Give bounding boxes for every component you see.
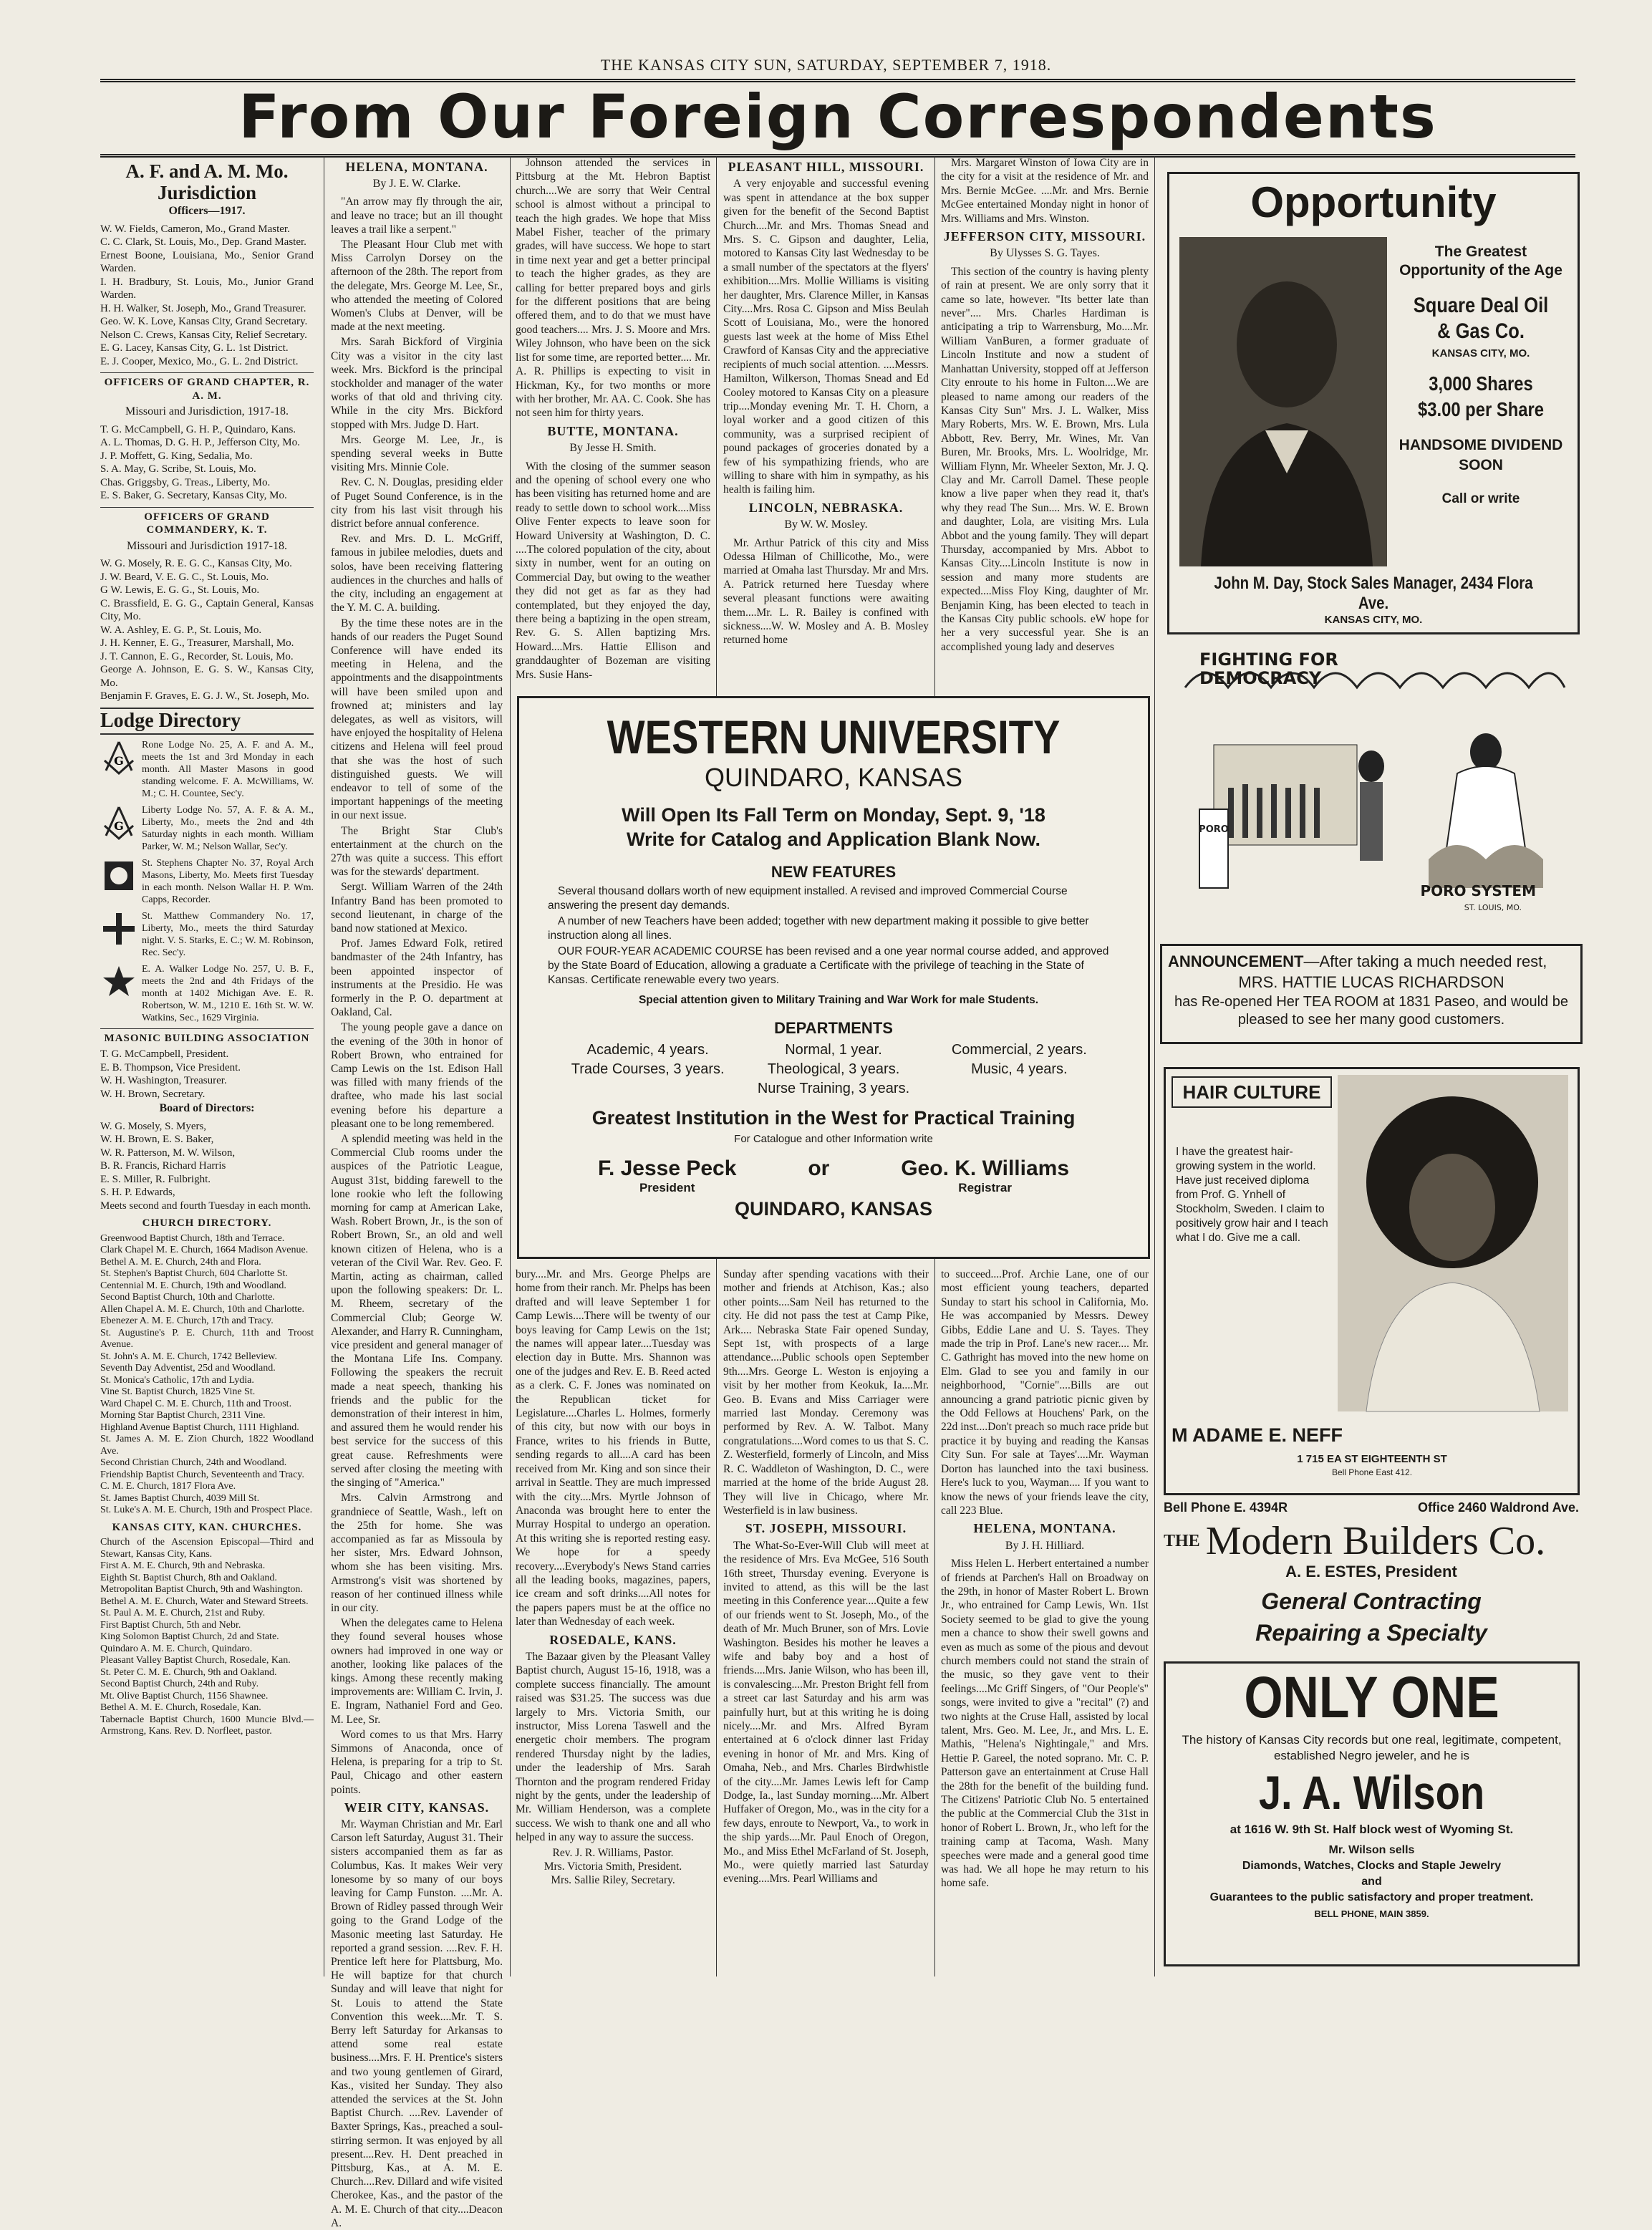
wilson-jeweler-ad — [1164, 1661, 1580, 1966]
column-jefferson-city — [941, 156, 1149, 692]
list-item: J. T. Cannon, E. G., Recorder, St. Louis, Mo. — [100, 650, 294, 662]
ad-term-opening: Will Open Its Fall Term on Monday, Sept. 9, '18 — [622, 804, 1045, 826]
article-paragraph: Rev. C. N. Douglas, presiding elder of Puget Sound Conference, is in the city from his last visit through his district before annual conference. — [331, 476, 503, 531]
article-paragraph: Mr. Arthur Patrick of this city and Miss Odessa Hilman of Chillicothe, Mo., were married at Omaha last Thursday. Mr and Mrs. A. Patrick returned here Tuesday where several pleasant functions were awaiting them....Mr. L. R. Bailey is confined with sickness....W. W. Mosley and A. B. Mosley returned home — [723, 536, 929, 647]
article-paragraph: This section of the country is having plenty of rain at present. We are only sorry that it came so late, however. "Its better late than never".... Mrs. Charles Hardiman is anticipating a trip to Warrensburg, Mo....Mr. William VanBuren, a former graduate of Lincoln Institute and now a student of Manhattan University, stopped off at Jefferson City enroute to his home in Fulton....We are pleased to name among our readers of the Kansas City Sun" Mrs. J. L. Walker, Miss Mary Roberts, Mrs. W. E. Brown, Mrs. Lula Abbott, Rev. Berry, Mr. Wines, Mr. Van Buren, Mr. Brooks, Mrs. L. Woolridge, Mr. William Flynn, Mr. Wheeler Sexton, Mr. J. Q. Clay and Mr. Carroll Damel. These people know a live paper when they read it, that's why they read The Sun.... Mrs. W. E. Brown and daughter, Lola, are visiting Mrs. Lula Abbot and the young family. They will depart Thursday, accompanied by Mrs. Abbot to Kansas City....Lincoln Institute is now in session and many more students are expected....Miss Floy King, daughter of Mr. Benjamin King, has been elected to teach in the Kansas City public schools. eW hope for her a very successful year. She is an accomplished young lady and deserves — [941, 265, 1149, 653]
article-paragraph: Rev. and Mrs. D. L. McGriff, famous in jubilee melodies, duets and solos, have been receiving flattering audiences in the churches and halls of the city, including an engagement at the Y. M. C. A. building. — [331, 533, 503, 614]
wilson-and: and — [1361, 1876, 1382, 1888]
list-item: Benjamin F. Graves, E. G. J. W., St. Joseph, Mo. — [100, 690, 309, 702]
article-paragraph: The Bazaar given by the Pleasant Valley Baptist church, August 15-16, 1918, was a complete success financially. The amount raised was $31.25. The success was due largely to Mrs. Victoria Smith, our instructor, Miss Lorena Taswell and the energetic choir members. The program rendered Thursday night by the ladies, under the leadership of Mrs. Sarah Thornton and the program rendered Friday night by the gents, under the leadership of Mr. William Henderson, was a complete success. We wish to thank one and all who helped in any way to assure the success. — [516, 1650, 710, 1844]
builders-name: Modern Builders Co. — [1205, 1519, 1546, 1563]
list-item: W. R. Patterson, M. W. Wilson, — [100, 1147, 236, 1159]
keystone-emblem-icon — [100, 857, 137, 894]
list-item: Morning Star Baptist Church, 2311 Vine. — [100, 1410, 266, 1421]
lodge-entry — [100, 804, 314, 853]
list-item: St. John's A. M. E. Church, 1742 Belleview. — [100, 1351, 277, 1362]
department-item: Normal, 1 year. — [785, 1042, 882, 1058]
list-item: W. H. Washington, Treasurer. — [100, 1075, 227, 1086]
list-item: W. G. Mosely, R. E. G. C., Kansas City, Mo. — [100, 558, 292, 569]
departments-grid — [519, 1038, 1148, 1099]
wilson-phone: BELL PHONE, MAIN 3859. — [1314, 1908, 1429, 1919]
list-item: B. R. Francis, Richard Harris — [100, 1160, 226, 1172]
opportunity-body — [1169, 231, 1578, 566]
list-item: St. Monica's Catholic, 17th and Lydia. — [100, 1374, 254, 1386]
list-item: T. G. McCampbell, G. H. P., Quindaro, Kans. — [100, 423, 296, 435]
proprietor-address: 1 715 EA ST EIGHTEENTH ST — [1297, 1453, 1447, 1465]
list-item: E. J. Cooper, Mexico, Mo., G. L. 2nd District. — [100, 355, 299, 367]
article-paragraph: Miss Helen L. Herbert entertained a number of friends at Parchen's Hall on Broadway on the 29th, in honor of Master Robert L. Brown Jr., who entrained for Camp Lewis, Wn. 1Ist Society seemed to be glad to give the young men a chance to show their swell gowns and even as much as some of the pious and devout church members could not stand the strain of the music, so they gave vent to their feelings....Mc Griff Singers, of "Our People's" songs, were invited to give a "recital" (?) and two nights at the Cruse Hall, assisted by local talent, Mrs. Geo. M. Lee, Jr., and Mrs. L. E. Mathis, "Helena's Nightingale," and Mrs. Hettie P. Gareel, the noted soprano. Mr. C. P. Patterson gave an entertainment at Cruse Hall the 28th for the benefit of the building fund. The Citizens' Patriotic Club No. 5 entertained the public at the Commercial Club the 31st in honor of Robert L. Brown, Jr., who left for the training camp at Tacoma, Wash. Many speeches were made and a general good time was had. We all hope he may return to his home safe. — [941, 1558, 1149, 1890]
wilson-guarantee: Guarantees to the public satisfactory and proper treatment. — [1209, 1891, 1534, 1903]
article-paragraph: Mrs. Sarah Bickford of Virginia City was a visitor in the city last week. Mrs. Bickford is the principal stockholder and manager of the water works of that old and thriving city. While in the city Mrs. Bickford stopped with Mrs. Judge D. Hart. — [331, 336, 503, 431]
feature-paragraph: OUR FOUR-YEAR ACADEMIC COURSE has been revised and a one year normal course added, and approved by the State Board of Education, allowing a graduate a Certificate with the privilege of teaching in the State of Kansas. Certificate renewable every two years. — [548, 945, 1109, 986]
western-university-ad — [517, 696, 1150, 1259]
department-item: Trade Courses, 3 years. — [571, 1061, 725, 1077]
list-item: Clark Chapel M. E. Church, 1664 Madison Avenue. — [100, 1245, 309, 1255]
article-paragraph: to succeed....Prof. Archie Lane, one of our most efficient young teachers, departed Sunday to start his school in California, Mo. He was accompanied by Messrs. Dewey Gibbs, Eddie Lane and U. S. Tayes. They made the trip in Prof. Lane's new racer.... Mr. C. Gathright has moved into the new home on Elm. Glad to see you and family in our neighborhood, "Cornie"....Bills are out announcing a grand patriotic picnic given by the Odd Fellows at Houchens' Park, on the 22d inst....Don't preach so much race pride but practice it by buying and reading the Kansas City Sun. For sale at Tayes'....Mr. Wayman Dorton has launched into the taxi business. Here's luck to you, Wayman.... If you want to know the news of your friends leave the city, call 223 Blue. — [941, 1268, 1149, 1517]
article-paragraph: Prof. James Edward Folk, retired bandmaster of the 24th Infantry, has been appointed inspector of instruments at the Presidio. He was formerly in the P. O. department at Oakland, Cal. — [331, 937, 503, 1019]
list-item: Eighth St. Baptist Church, 8th and Oakland. — [100, 1572, 277, 1583]
article-paragraph: Mrs. Calvin Armstrong and grandniece of Seattle, Wash., left on the 25th for home. She was accompanied as far as Missoula by her sister, Mrs. Edward Johnson, whom she has been visiting. Mrs. Armstrong's visit was shortened by reason of her continued illness while in our city. — [331, 1492, 503, 1614]
article-paragraph: bury....Mr. and Mrs. George Phelps are home from their ranch. Mr. Phelps has been drafted and will leave September 1 for Camp Lewis....There will be twenty of our boys leaving for Camp Lewis on the 1st; the names will appear later....Tuesday was election day in Butte. Mrs. Shannon was one of the judges and Rev. E. B. Reed acted as a clerk. C. F. Jones was nominated on the Republican ticket for Legislature....Charles L. Holmes, formerly of this city, but now with our boys in France, writes to his friends in Butte, sending regards to all....A card has been received from Mr. King and son since their arrival in Seattle. They are much impressed with the city....Mrs. Myrtle Johnson of Anaconda was brought here to enter the Murray Hospital to undergo an operation. At this writing she is reported resting easy. We hope for a speedy recovery....Everybody's News Stand carries all the leading books, magazines, papers, ice cream and soft drinks....All notes for the papers papers must be at the office no later than Wednesday of each week. — [516, 1268, 710, 1628]
list-item: W. A. Ashley, E. G. P., St. Louis, Mo. — [100, 624, 262, 636]
feature-paragraph: Several thousand dollars worth of new equipment installed. A revised and improved Commercial Course answering the present day demands. — [548, 885, 1068, 912]
article-paragraph: "An arrow may fly through the air, and leave no trace; but an ill thought leaves a trail like a serpent." — [331, 196, 503, 236]
page-banner: From Our Foreign Correspondents — [100, 79, 1575, 158]
contacts-row — [519, 1157, 1148, 1195]
column-rule — [510, 156, 511, 1976]
list-item: George A. Johnson, E. G. S. W., Kansas City, Mo. — [100, 664, 314, 689]
ad-tagline: The Greatest Opportunity of the Age — [1399, 243, 1562, 279]
builders-president: A. E. ESTES, President — [1285, 1563, 1457, 1580]
list-item: St. Stephen's Baptist Church, 604 Charlotte St. — [100, 1268, 288, 1279]
article-paragraph: Sunday after spending vacations with their mother and friends at Atchison, Kas.; also other points....Sam Neil has returned to the city. He did not pass the test at Camp Pike, Ark.... Nebraska State Fair opened Sunday, Sept 1st, with prospects of a large attendance....Public schools open September 9th....Mrs. George L. Weston is enjoying a visit by her mother from Keokuk, Ia....Mr. Geo. B. Evans and Miss Carriager were married last Monday. Ceremony was performed by Rev. A. W. Talbot. Many congratulations....Word comes to us that S. C. Z. Westerfield, formerly of Lincoln, and Miss R. C. Waddleton of Washington, D. C., were married at the home of the bride August 28. They will live in Chicago, where Mr. Westerfield is in law business. — [723, 1268, 929, 1517]
column-helena — [331, 156, 503, 2229]
ad-title: HAIR CULTURE — [1172, 1076, 1332, 1108]
list-item: Centennial M. E. Church, 19th and Woodland. — [100, 1280, 286, 1291]
list-item: Bethel A. M. E. Church, Water and Steward Streets. — [100, 1596, 309, 1607]
lodge-entry — [100, 963, 314, 1024]
article-paragraph: A very enjoyable and successful evening was spent in attendance at the box supper given for the benefit of the Second Baptist Church....Mr. and Mrs. Thomas Snead and Mrs. S. C. Gipson and daughter, Lelia, motored to Kansas City last Wednesday to be a small number of the spectators at the flyers' exhibition....Mrs. Mollie Williams is visiting her daughter, Mrs. Clarence Miller, in Kansas City....Mrs. Rosa C. Gipson and Miss Beulah Scott of Louisiana, Mo., were the honored guests last week at the home of Miss Ethel Crawford of Kansas City and the appreciative recipients of much social attention. ....Messrs. Hamilton, Wilkerson, Thomas Snead and Ed Cooley motored to Kansas City on a pleasure trip....Monday evening Mr. T. H. Chorn, a loyal worker and a good citizen of this community, was a surprised recipient of pound packages of groceries donated by a few of his sympathizing friends, who are willing to share with him in sympathy, as his health is failing him. — [723, 178, 929, 496]
contact-president — [598, 1157, 737, 1195]
article-heading: HELENA, MONTANA. — [345, 160, 488, 174]
list-item: E. S. Miller, R. Fulbright. — [100, 1173, 211, 1185]
lodge-text: Rone Lodge No. 25, A. F. and A. M., meets the 1st and 3rd Monday in each month. All Master Masons in good standing welcome. F. A. McWilliams, W. M.; C. H. Countee, Sec'y. — [142, 739, 314, 799]
proprietor-name: M ADAME E. NEFF — [1172, 1424, 1343, 1446]
article-heading: ST. JOSEPH, MISSOURI. — [745, 1521, 907, 1536]
contact-registrar — [901, 1157, 1069, 1195]
svg-text:G: G — [114, 819, 124, 833]
department-item: Commercial, 2 years. — [951, 1042, 1087, 1058]
dividend-line: HANDSOME DIVIDEND SOON — [1399, 437, 1563, 473]
list-item: Ebenezer A. M. E. Church, 17th and Tracy. — [100, 1316, 274, 1326]
contact-or: or — [808, 1157, 830, 1180]
svg-text:G: G — [114, 753, 124, 768]
chapter-heading: OFFICERS OF GRAND CHAPTER, R. A. M. — [100, 372, 314, 402]
list-item: St. Augustine's P. E. Church, 11th and Troost Avenue. — [100, 1327, 314, 1350]
proprietor-phone: Bell Phone East 412. — [1331, 1467, 1413, 1477]
call-line: Call or write — [1441, 491, 1520, 506]
list-item: E. S. Baker, G. Secretary, Kansas City, Mo. — [100, 490, 287, 501]
contact-role: Registrar — [958, 1181, 1012, 1194]
list-item: St. Peter C. M. E. Church, 9th and Oakland. — [100, 1666, 277, 1678]
directors-list — [100, 1120, 314, 1200]
ad-title: Opportunity — [1250, 178, 1497, 226]
announcement-head: ANNOUNCEMENT — [1168, 952, 1304, 970]
builders-contact-row — [1164, 1500, 1579, 1515]
article-heading: LINCOLN, NEBRASKA. — [748, 500, 904, 515]
department-item: Academic, 4 years. — [586, 1042, 709, 1058]
feature-paragraph: A number of new Teachers have been added; together with new department making it possible to give better instruction along all lines. — [548, 915, 1089, 942]
article-paragraph: The What-So-Ever-Will Club will meet at the residence of Mrs. Eva McGee, 516 South 16th street, Thursday evening. Everyone is invited to attend, as this will be the last meeting in this Conference year....Quite a few of our friends went to St. Joseph, Mo., of the death of Mr. Much Bruner, son of Mrs. Lovie Washington. Besides his mother he leaves a wife and baby boy and a host of friends....Mrs. Janie Wilson, who has been ill, is convalescing....Mr. Preston Bright fell from a street car last Saturday and his arm was painfully hurt, but at this writing he is doing nicely....Mr. and Mrs. Alfred Byram entertained at 6 o'clock dinner last Friday evening in honor of Mr. and Mrs. King of Omaha, Neb., and Mrs. Charles Birdwhistle of the city....Mr. James Lewis left for Camp Dodge, Ia., last Sunday morning....Mr. Albert Huffaker of Oregon, Mo., was in the city for a few days, enroute to Newport, Va., to work in the ship yards....Mr. Paul Enoch of Oregon, Mo., and Miss Ethel McFarland of St. Joseph, Mo., were quietly married last Saturday evening....Mrs. Pearl Williams and — [723, 1539, 929, 1886]
list-item: Pleasant Valley Baptist Church, Rosedale, Kan. — [100, 1655, 291, 1666]
signature: Rev. J. R. Williams, Pastor. — [552, 1846, 674, 1859]
list-item: T. G. McCampbell, President. — [100, 1048, 229, 1060]
list-item: Bethel A. M. E. Church, Rosedale, Kan. — [100, 1702, 261, 1713]
list-item: E. G. Lacey, Kansas City, G. L. 1st District. — [100, 342, 289, 354]
list-item: Bethel A. M. E. Church, 24th and Flora. — [100, 1256, 261, 1268]
chapter-subheading: Missouri and Jurisdiction, 1917-18. — [125, 405, 289, 417]
list-item: St. James Baptist Church, 4039 Mill St. — [100, 1492, 260, 1504]
list-item: A. L. Thomas, D. G. H. P., Jefferson City, Mo. — [100, 437, 300, 448]
list-item: Seventh Day Adventist, 25d and Woodland. — [100, 1363, 276, 1374]
announcement-name: MRS. HATTIE LUCAS RICHARDSON — [1238, 973, 1504, 991]
commandery-list — [100, 557, 314, 703]
church-list — [100, 1233, 314, 1517]
list-item: Vine St. Baptist Church, 1825 Vine St. — [100, 1386, 256, 1397]
chapter-list — [100, 423, 314, 503]
poro-system-label: PORO SYSTEM — [1420, 882, 1536, 899]
poro-city: ST. LOUIS, MO. — [1464, 903, 1522, 912]
directors-heading: Board of Directors: — [159, 1102, 255, 1114]
article-paragraph: When the delegates came to Helena they found several houses whose owners had improved in one way or another, looking like palaces of the kings. Among these recently making improvements are: William C. Irvin, J. E. Ingram, Nathaniel Ford and Geo. M. Lee, Sr. — [331, 1617, 503, 1726]
list-item: E. B. Thompson, Vice President. — [100, 1061, 241, 1073]
column-masonic — [100, 156, 314, 1976]
article-byline: By Ulysses S. G. Tayes. — [990, 247, 1100, 260]
meeting-note: Meets second and fourth Tuesday in each month. — [100, 1200, 311, 1212]
association-heading: MASONIC BUILDING ASSOCIATION — [100, 1028, 314, 1046]
masonic-emblem-icon — [100, 804, 137, 841]
list-item: Second Baptist Church, 10th and Charlotte. — [100, 1292, 275, 1303]
officers-list — [100, 223, 314, 369]
article-paragraph: The Pleasant Hour Club met with Miss Carrolyn Dorsey on the afternoon of the 28th. The report from the delegate, Mrs. George M. Lee, Sr., who attended the meeting of Colored Women's Clubs at Denver, will be made at the next meeting. — [331, 238, 503, 334]
list-item: S. A. May, G. Scribe, St. Louis, Mo. — [100, 463, 256, 475]
poro-title: FIGHTING FOR DEMOCRACY — [1199, 650, 1338, 688]
list-item: Metropolitan Baptist Church, 9th and Washington. — [100, 1584, 303, 1595]
column-butte-top — [516, 156, 710, 692]
list-item: Tabernacle Baptist Church, 1600 Muncie Blvd.—Armstrong, Kans. Rev. D. Norfleet, pastor. — [100, 1714, 314, 1737]
article-paragraph: Mrs. George M. Lee, Jr., is spending several weeks in Butte visiting Mrs. Minnie Cole. — [331, 433, 503, 474]
article-byline: By J. E. W. Clarke. — [372, 178, 461, 190]
kck-church-list — [100, 1537, 314, 1738]
article-heading: BUTTE, MONTANA. — [547, 423, 679, 438]
list-item: C. M. E. Church, 1817 Flora Ave. — [100, 1481, 236, 1492]
ad-title: ONLY ONE — [1244, 1665, 1499, 1730]
article-heading: JEFFERSON CITY, MISSOURI. — [943, 229, 1146, 244]
masonic-emblem-icon — [100, 739, 137, 776]
lodge-directory-title: Lodge Directory — [100, 708, 314, 735]
contact-role: President — [639, 1181, 695, 1194]
builders-the: THE — [1164, 1531, 1200, 1550]
article-heading: ROSEDALE, KANS. — [549, 1632, 677, 1647]
features-heading: NEW FEATURES — [771, 863, 897, 881]
article-paragraph: Mrs. Margaret Winston of Iowa City are in the city for a visit at the residence of Mr. and Mrs. Bernie McGee. ....Mr. and Mrs. Bernie McGee entertained Monday night in honor of Mrs. Williams and Mrs. Winston. — [941, 157, 1149, 225]
column-rule — [1154, 156, 1155, 1976]
builders-line2: Repairing a Specialty — [1255, 1620, 1487, 1646]
officers-heading: Officers—1917. — [168, 205, 246, 217]
list-item: W. G. Mosely, S. Myers, — [100, 1120, 207, 1132]
lodge-text: E. A. Walker Lodge No. 257, U. B. F., meets the 2nd and 4th Fridays of the month at 1402 Michigan Ave. E. R. Robertson, W. M., 1210 E. 16th St. W. W. Watkins, Sec., 1629 Virginia. — [142, 963, 314, 1023]
list-item: Allen Chapel A. M. E. Church, 10th and Charlotte. — [100, 1303, 305, 1315]
article-paragraph: Word comes to us that Mrs. Harry Simmons of Anaconda, once of Helena, is preparing for a trip to St. Paul, Chicago and other eastern points. — [331, 1728, 503, 1796]
opportunity-text — [1387, 237, 1568, 566]
lodge-entry — [100, 857, 314, 906]
list-item: J. W. Beard, V. E. G. C., St. Louis, Mo. — [100, 571, 269, 583]
list-item: Mt. Olive Baptist Church, 1156 Shawnee. — [100, 1690, 269, 1702]
wilson-name: J. A. Wilson — [1258, 1766, 1485, 1819]
ad-footer: QUINDARO, KANSAS — [734, 1198, 932, 1220]
ad-location: QUINDARO, KANSAS — [704, 763, 963, 792]
contact-name: F. Jesse Peck — [597, 1157, 737, 1180]
list-item: Quindaro A. M. E. Church, Quindaro. — [100, 1643, 253, 1654]
article-paragraph: A splendid meeting was held in the Commercial Club rooms under the auspices of the Patriotic League, August 31st, bidding farewell to the lone rookie who left the following morning for camp at American Lake, Wash. Robert Brown, Jr., is the son of Robert Brown, Sr., an old and well known citizen of Helena, who is a veteran of the Civil War. Rev. Geo. F. Martin, acting as chairman, called upon the following speakers: Dr. L. M. Rheem, secretary of the Commercial Club; George W. Alexander, and Harry R. Cunningham, vice president and general manager of the Montana Life Ins. Company. Following the speakers the recruit made a neat speech, thanking his friends and the public for the demonstration of their interest in him, and assured them he would render his best service for the success of this great cause. Refreshments were served after closing the meeting with the singing of "America." — [331, 1133, 503, 1490]
announcement-ad — [1160, 944, 1583, 1044]
list-item: St. James A. M. E. Zion Church, 1822 Woodland Ave. — [100, 1434, 314, 1457]
list-item: Church of the Ascension Episcopal—Third and Stewart, Kansas City, Kans. — [100, 1537, 314, 1560]
list-item: St. Luke's A. M. E. Church, 19th and Prospect Place. — [100, 1505, 313, 1515]
lodge-entry — [100, 910, 314, 959]
company-city: KANSAS CITY, MO. — [1431, 347, 1530, 359]
list-item: W. H. Brown, Secretary. — [100, 1088, 206, 1100]
list-item: W. H. Brown, E. S. Baker, — [100, 1134, 214, 1145]
list-item: H. H. Walker, St. Joseph, Mo., Grand Treasurer. — [100, 302, 306, 314]
cross-emblem-icon — [100, 910, 137, 947]
commandery-heading: OFFICERS OF GRAND COMMANDERY, K. T. — [100, 507, 314, 537]
contact-city: KANSAS CITY, MO. — [1324, 614, 1423, 626]
article-byline: By J. H. Hilliard. — [1005, 1539, 1085, 1552]
builders-name-row — [1164, 1520, 1579, 1563]
list-item: G W. Lewis, E. G. G., St. Louis, Mo. — [100, 584, 260, 596]
list-item: Friendship Baptist Church, Seventeenth and Tracy. — [100, 1469, 304, 1480]
star-emblem-icon — [100, 963, 137, 1000]
list-item: I. H. Bradbury, St. Louis, Mo., Junior Grand Warden. — [100, 276, 314, 301]
article-paragraph: The Bright Star Club's entertainment at the church on the 27th was quite a success. This effort was for the stewards' department. — [331, 824, 503, 879]
list-item: Highland Avenue Baptist Church, 1111 Highland. — [100, 1421, 299, 1433]
column-butte-bottom — [516, 1268, 710, 1976]
list-item: C. Brassfield, E. G. G., Captain General, Kansas City, Mo. — [100, 597, 314, 622]
church-directory-heading: CHURCH DIRECTORY. — [142, 1217, 272, 1229]
announcement-line — [1168, 952, 1575, 972]
commandery-subheading: Missouri and Jurisdiction 1917-18. — [127, 539, 287, 552]
list-item: Greenwood Baptist Church, 18th and Terrace. — [100, 1232, 285, 1244]
article-paragraph: With the closing of the summer season and the opening of school every one who has been visiting has returned home and are ready to settle down to school work....Miss Olive Fenter expects to leave soon for Howard University at Washington, D. C. ....The colored population of the city, about sixty in number, went for an outing on Commercial Day, but owing to the weather they did not get as far as they had contemplated, but they enjoyed the day, there being a baptizing in the open stream, Rev. G. S. Allen baptizing Mrs. Howard....Mrs. Hattie Ellison and granddaughter of Bozeman are visiting Mrs. Susie Hans- — [516, 460, 710, 681]
features-list — [519, 882, 1148, 1008]
builders-line1: General Contracting — [1261, 1588, 1482, 1614]
builders-phone: Bell Phone E. 4394R — [1164, 1500, 1288, 1515]
list-item: Nelson C. Crews, Kansas City, Relief Secretary. — [100, 329, 307, 341]
list-item: First A. M. E. Church, 9th and Nebraska. — [100, 1560, 266, 1571]
column-helena-bottom — [941, 1268, 1149, 1976]
list-item: Ernest Boone, Louisiana, Mo., Senior Grand Warden. — [100, 249, 314, 274]
contact-line: John M. Day, Stock Sales Manager, 2434 Flora Ave. — [1214, 574, 1533, 613]
list-item: First Baptist Church, 5th and Nebr. — [100, 1619, 241, 1631]
contact-name: Geo. K. Williams — [901, 1157, 1070, 1180]
list-item: J. H. Kenner, E. G., Treasurer, Marshall, Mo. — [100, 637, 294, 649]
list-item: Geo. W. K. Love, Kansas City, Grand Secretary. — [100, 316, 308, 327]
column-pleasant-hill — [723, 156, 929, 692]
kck-churches-heading: KANSAS CITY, KAN. CHURCHES. — [112, 1521, 302, 1533]
list-item: Second Christian Church, 24th and Woodland. — [100, 1457, 287, 1468]
wilson-address: at 1616 W. 9th St. Half block west of Wyoming St. — [1230, 1823, 1514, 1836]
catalogue-line: For Catalogue and other Information write — [734, 1133, 933, 1145]
builders-office: Office 2460 Waldrond Ave. — [1417, 1500, 1579, 1515]
article-paragraph: Sergt. William Warren of the 24th Infantry Band has been promoted to second lieutenant, in charge of the band now stationed at Mexico. — [331, 881, 503, 935]
column-lincoln-bottom — [723, 1268, 929, 1976]
article-paragraph: Mr. Wayman Christian and Mr. Earl Carson left Saturday, August 31. Their sisters accompanied them as far as Columbus, Kas. It makes Weir very lonesome by so many of our boys leaving for Camp Funston. ....Mr. A. Brown of Ridley passed through Weir going to the Grand Lodge of the Masonic meeting last Saturday. He reported a grand session. ....Rev. F. H. Prentice left here for Plattsburg, Mo. He will baptize for that church Sunday and will leave that night for St. Louis to attend the State Convention this week....Mr. T. S. Berry left Saturday for Arkansas to attend some real estate business....Mrs. F. H. Prentice's sisters and two young gentlemen of Girard, Kas., visited her Sunday. They also attended the services at the St. John Baptist Church. ....Rev. Lavender of Baxter Springs, Kas., preached a soul-stirring sermon. It was enjoyed by all present....Rev. H. Dent preached in Pittsburg, Kas., at A. M. E. Church....Rev. Dillard and wife visited Cherokee, Kas., and the pastor of the A. M. E. Church of that city....Deacon A. — [331, 1818, 503, 2229]
lodge-entry — [100, 739, 314, 800]
poro-system-ad — [1185, 645, 1565, 917]
share-price: 3,000 Shares $3.00 per Share — [1418, 372, 1544, 420]
list-item: Chas. Griggsby, G. Treas., Liberty, Mo. — [100, 476, 271, 488]
list-item: W. W. Fields, Cameron, Mo., Grand Master. — [100, 223, 290, 235]
greatest-institution-line: Greatest Institution in the West for Practical Training — [591, 1107, 1076, 1129]
article-heading: PLEASANT HILL, MISSOURI. — [728, 160, 924, 174]
association-list — [100, 1048, 314, 1101]
departments-heading: DEPARTMENTS — [774, 1019, 893, 1037]
lodge-text: St. Stephens Chapter No. 37, Royal Arch Masons, Liberty, Mo. Meets first Tuesday in each month. Nelson Wallar H. P. Wm. Capps, Recorder. — [142, 857, 314, 905]
lodge-text: St. Matthew Commandery No. 17, Liberty, Mo., meets the third Saturday night. V. S. Starks, E. C.; W. M. Robinson, Rec. Sec'y. — [142, 910, 314, 958]
portrait-photo — [1179, 237, 1387, 566]
signature: Mrs. Sallie Riley, Secretary. — [551, 1874, 675, 1887]
announcement-text: —After taking a much needed rest, — [1303, 952, 1547, 970]
list-item: Second Baptist Church, 24th and Ruby. — [100, 1679, 259, 1689]
article-paragraph: The young people gave a dance on the evening of the 30th in honor of Robert Brown, who entrained for Camp Lewis on the 1st. Edison Hall was filled with many friends of the draftee, who made his last social evening before his departure a pleasant one to be long remembered. — [331, 1021, 503, 1130]
department-item: Theological, 3 years. — [767, 1061, 900, 1077]
article-byline: By W. W. Mosley. — [784, 518, 868, 531]
ad-write-line: Write for Catalog and Application Blank Now. — [626, 829, 1041, 850]
hair-text: I have the greatest hair-growing system in the world. Have just received diploma from Prof. G. Ynhell of Stockholm, Sweden. I claim to positively grow hair and I teach what I do. Give me a call. — [1176, 1146, 1328, 1244]
portrait-photo — [1338, 1075, 1568, 1411]
wilson-items: Diamonds, Watches, Clocks and Staple Jewelry — [1242, 1860, 1502, 1872]
modern-builders-ad — [1164, 1500, 1579, 1646]
department-item: Nurse Training, 3 years. — [757, 1081, 910, 1096]
article-paragraph: Johnson attended the services in Pittsburg at the Mt. Hebron Baptist church....We are sorry that Weir Central school is almost without a principal to teach the high grades. We hope that Miss Mabel Fisher, teacher of the primary grades, will have success. We hope to start in time next year and get a better principal to teach the higher grades, as they are calling for better prepared boys and girls for the different positions that are being offered them, and to do that we must have good teachers.... Mrs. J. S. Moore and Mrs. Wiley Johnson, who have been on the sick list for some time, are reported better.... Mr. A. R. Phillips is expecting to visit in Hickman, Ky., for two months or more with her brother, Mr. AA. C. Cook. She has not seen him for thirty years. — [516, 157, 710, 420]
wilson-text: The history of Kansas City records but one real, legitimate, competent, established Negro jeweler, and he is — [1182, 1733, 1562, 1762]
page-folio: THE KANSAS CITY SUN, SATURDAY, SEPTEMBER 7, 1918. — [600, 56, 1052, 74]
announcement-details: has Re-opened Her TEA ROOM at 1831 Paseo, and would be pleased to see her many good customers. — [1174, 994, 1568, 1028]
hair-culture-ad — [1164, 1067, 1580, 1495]
list-item: S. H. P. Edwards, — [100, 1187, 175, 1198]
article-paragraph: By the time these notes are in the hands of our readers the Puget Sound Conference will have ended its meeting in Helena, and the appointments and the disappointments will have been smiled upon and frowned at; ministers and lay delegates, as well as visitors, will have enjoyed the hospitality of Helena citizens and Helena will feel proud that she was the host of such distinguished guests. We will endeavor to tell of some of the important happenings of the meeting in our next issue. — [331, 617, 503, 822]
opportunity-ad — [1167, 172, 1580, 634]
list-item: St. Paul A. M. E. Church, 21st and Ruby. — [100, 1608, 266, 1618]
list-item: J. P. Moffett, G. King, Sedalia, Mo. — [100, 450, 253, 462]
list-item: C. C. Clark, St. Louis, Mo., Dep. Grand Master. — [100, 236, 306, 248]
article-heading: HELENA, MONTANA. — [973, 1521, 1116, 1536]
svg-text:PORO: PORO — [1199, 824, 1229, 835]
list-item: Ward Chapel C. M. E. Church, 11th and Troost. — [100, 1398, 292, 1409]
article-byline: By Jesse H. Smith. — [569, 442, 657, 455]
jurisdiction-title: A. F. and A. M. Mo. Jurisdiction — [125, 160, 289, 203]
feature-paragraph: Special attention given to Military Training and War Work for male Students. — [638, 994, 1039, 1006]
lodge-text: Liberty Lodge No. 57, A. F. & A. M., Liberty, Mo., meets the 2nd and 4th Saturday nights in each month. William Parker, W. M.; Nelson Wallar, Sec'y. — [142, 804, 314, 852]
article-heading: WEIR CITY, KANSAS. — [344, 1800, 490, 1815]
ad-title: WESTERN UNIVERSITY — [607, 710, 1061, 763]
department-item: Music, 4 years. — [971, 1061, 1068, 1077]
signature: Mrs. Victoria Smith, President. — [544, 1860, 682, 1873]
company-name: Square Deal Oil & Gas Co. — [1413, 294, 1549, 343]
wilson-sells: Mr. Wilson sells — [1328, 1844, 1415, 1856]
list-item: King Solomon Baptist Church, 2d and State. — [100, 1631, 279, 1642]
